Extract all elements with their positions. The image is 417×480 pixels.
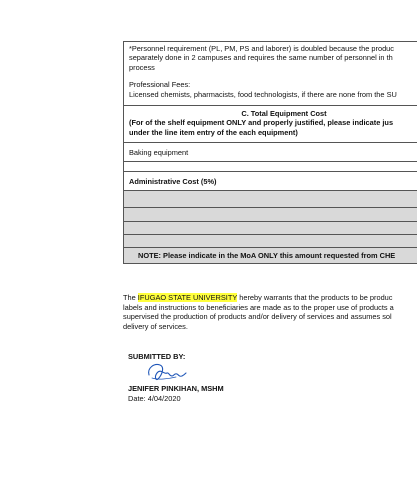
warranty-paragraph <box>123 293 417 331</box>
equipment-note-line-1: (For of the shelf equipment ONLY and properly justified, please indicate jus <box>129 118 394 128</box>
moa-note-text: NOTE: Please indicate in the MoA ONLY this amount requested from CHE <box>138 251 396 260</box>
equipment-section-title: C. Total Equipment Cost <box>241 109 327 118</box>
signatory-date: Date: 4/04/2020 <box>128 393 181 403</box>
equipment-item-row <box>124 143 417 162</box>
equipment-note-line-2: under the line item entry of the each equipment) <box>129 127 298 137</box>
moa-note-row <box>124 248 417 264</box>
shaded-row <box>124 208 417 222</box>
personnel-note-line-3: process <box>129 62 155 72</box>
professional-fees-text: Licensed chemists, pharmacists, food technologists, if there are none from the SU <box>129 89 397 99</box>
personnel-note-line-2: separately done in 2 campuses and requires the same number of personnel in th <box>129 53 393 63</box>
shaded-row <box>124 235 417 248</box>
warranty-line-2: labels and instructions to beneficiaries are made as to the proper use of products a <box>123 302 394 312</box>
equipment-item-label: Baking equipment <box>129 148 189 157</box>
personnel-note-cell <box>124 42 417 106</box>
budget-table <box>123 41 417 264</box>
admin-cost-row <box>124 172 417 191</box>
personnel-note-line-1: *Personnel requirement (PL, PM, PS and laborer) is doubled because the produc <box>129 44 394 53</box>
signatory-name: JENIFER PINKIHAN, MSHM <box>128 384 224 393</box>
shaded-row <box>124 222 417 235</box>
equipment-header-cell <box>124 106 417 143</box>
signatory-block <box>128 384 224 403</box>
shaded-row <box>124 191 417 208</box>
warranty-line-1: The IFUGAO STATE UNIVERSITY hereby warrants that the products to be produc <box>123 293 393 302</box>
admin-cost-label: Administrative Cost (5%) <box>129 177 217 186</box>
warranty-line-3: supervised the production of products and/or delivery of services and assumes sol <box>123 312 392 322</box>
submitted-by-label: SUBMITTED BY: <box>128 352 186 361</box>
professional-fees-label: Professional Fees: <box>129 80 191 90</box>
warranty-line-4: delivery of services. <box>123 321 188 331</box>
empty-row <box>124 162 417 172</box>
university-name-highlight: IFUGAO STATE UNIVERSITY <box>137 293 238 302</box>
signature-image <box>146 361 188 383</box>
